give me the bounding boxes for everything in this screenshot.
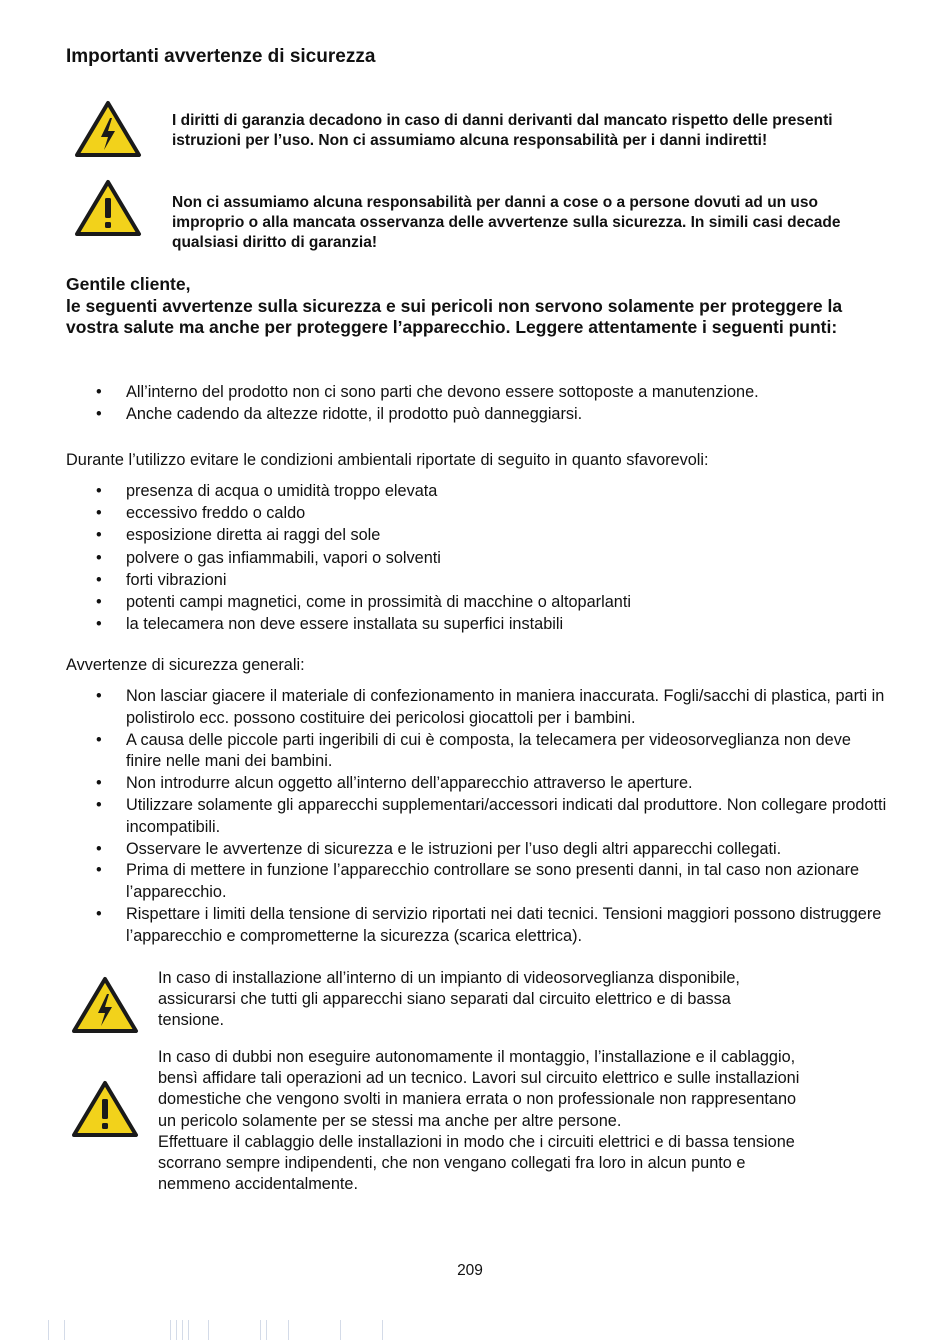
list-item: • la telecamera non deve essere installata su superfici instabili [96, 615, 564, 634]
environment-heading: Durante l’utilizzo evitare le condizioni ambientali riportate di seguito in quanto sfavorevoli: [66, 451, 709, 469]
list-item: • forti vibrazioni [96, 570, 227, 589]
intro-greeting: Gentile cliente, [66, 274, 191, 294]
intro-block [66, 274, 886, 339]
technician-paragraph: In caso di dubbi non eseguire autonomamente il montaggio, l’installazione e il cablaggio, bensì affidare tali operazioni ad un tecnico. Lavori sul circuito elettrico e sulle installazioni domestiche che vengono svolti in maniera errata o non professionale non rappresentano un pericolo solamente per se stessi ma anche per altre persone. [158, 1048, 800, 1130]
list-item: • Utilizzare solamente gli apparecchi supplementari/accessori indicati dal produttore. Non collegare prodotti incompatibili. [96, 795, 887, 836]
list-item: • presenza di acqua o umidità troppo elevata [96, 482, 438, 500]
exclamation-warning-icon [74, 179, 142, 237]
environment-list [66, 480, 896, 635]
list-item: • All’interno del prodotto non ci sono parti che devono essere sottoposte a manutenzione. [96, 383, 759, 401]
warning-text-guarantee: I diritti di garanzia decadono in caso di danni derivanti dal mancato rispetto delle presenti istruzioni per l’uso. Non ci assumiamo alcuna responsabilità per i danni indiretti! [172, 112, 833, 149]
list-item: • Osservare le avvertenze di sicurezza e le istruzioni per l’uso degli altri apparecchi collegati. [96, 839, 782, 858]
list-item: • Anche cadendo da altezze ridotte, il prodotto può danneggiarsi. [96, 405, 583, 424]
list-item: • Non lasciar giacere il materiale di confezionamento in maniera inaccurata. Fogli/sacchi di plastica, parti in polistirolo ecc. possono costituire dei pericolosi giocattoli per i bambini. [96, 687, 885, 727]
list-item: • eccessivo freddo o caldo [96, 504, 306, 523]
general-heading: Avvertenze di sicurezza generali: [66, 656, 305, 674]
list-item: • A causa delle piccole parti ingeribili di cui è composta, la telecamera per videosorveglianza non deve finire nelle mani dei bambini. [96, 730, 851, 771]
warning-text-installation: In caso di installazione all’interno di un impianto di videosorveglianza disponibile, assicurarsi che tutti gli apparecchi siano separati dal circuito elettrico e di bassa tensione. [158, 969, 740, 1030]
lightning-warning-icon [71, 976, 139, 1034]
exclamation-warning-icon [71, 1080, 139, 1138]
warning-text-liability: Non ci assumiamo alcuna responsabilità per danni a cose o a persone dovuti ad un uso improprio o alla mancata osservanza delle avvertenze sulla sicurezza. In simili casi decade qualsiasi diritto di garanzia! [172, 194, 841, 251]
warning-text-technician [158, 1047, 808, 1195]
list-item: • Prima di mettere in funzione l’apparecchio controllare se sono presenti danni, in tal caso non azionare l’apparecchio. [96, 861, 860, 902]
list-item: • esposizione diretta ai raggi del sole [96, 526, 381, 545]
list-item: • Rispettare i limiti della tensione di servizio riportati nei dati tecnici. Tensioni maggiori possono distruggere l’apparecchio e comprometterne la sicurezza (scarica elettrica). [96, 904, 882, 945]
list-item: • polvere o gas infiammabili, vapori o solventi [96, 548, 441, 567]
page-number: 209 [457, 1262, 483, 1279]
scan-artifacts [40, 1320, 440, 1340]
page-title: Importanti avvertenze di sicurezza [66, 46, 376, 67]
lightning-warning-icon [74, 100, 142, 158]
list-item: • potenti campi magnetici, come in prossimità di macchine o altoparlanti [96, 593, 631, 612]
general-safety-list [66, 686, 890, 948]
intro-text: le seguenti avvertenze sulla sicurezza e sui pericoli non servono solamente per proteggere la vostra salute ma anche per proteggere l’apparecchio. Leggere attentamente i seguenti punti: [66, 295, 843, 337]
list-item: • Non introdurre alcun oggetto all’interno dell’apparecchio attraverso le aperture. [96, 774, 693, 793]
maintenance-list [66, 381, 896, 425]
wiring-paragraph: Effettuare il cablaggio delle installazioni in modo che i circuiti elettrici e di bassa tensione scorrano sempre indipendenti, che non vengano collegati fra loro in alcun punto e nemmeno accidentalmente. [158, 1132, 795, 1194]
